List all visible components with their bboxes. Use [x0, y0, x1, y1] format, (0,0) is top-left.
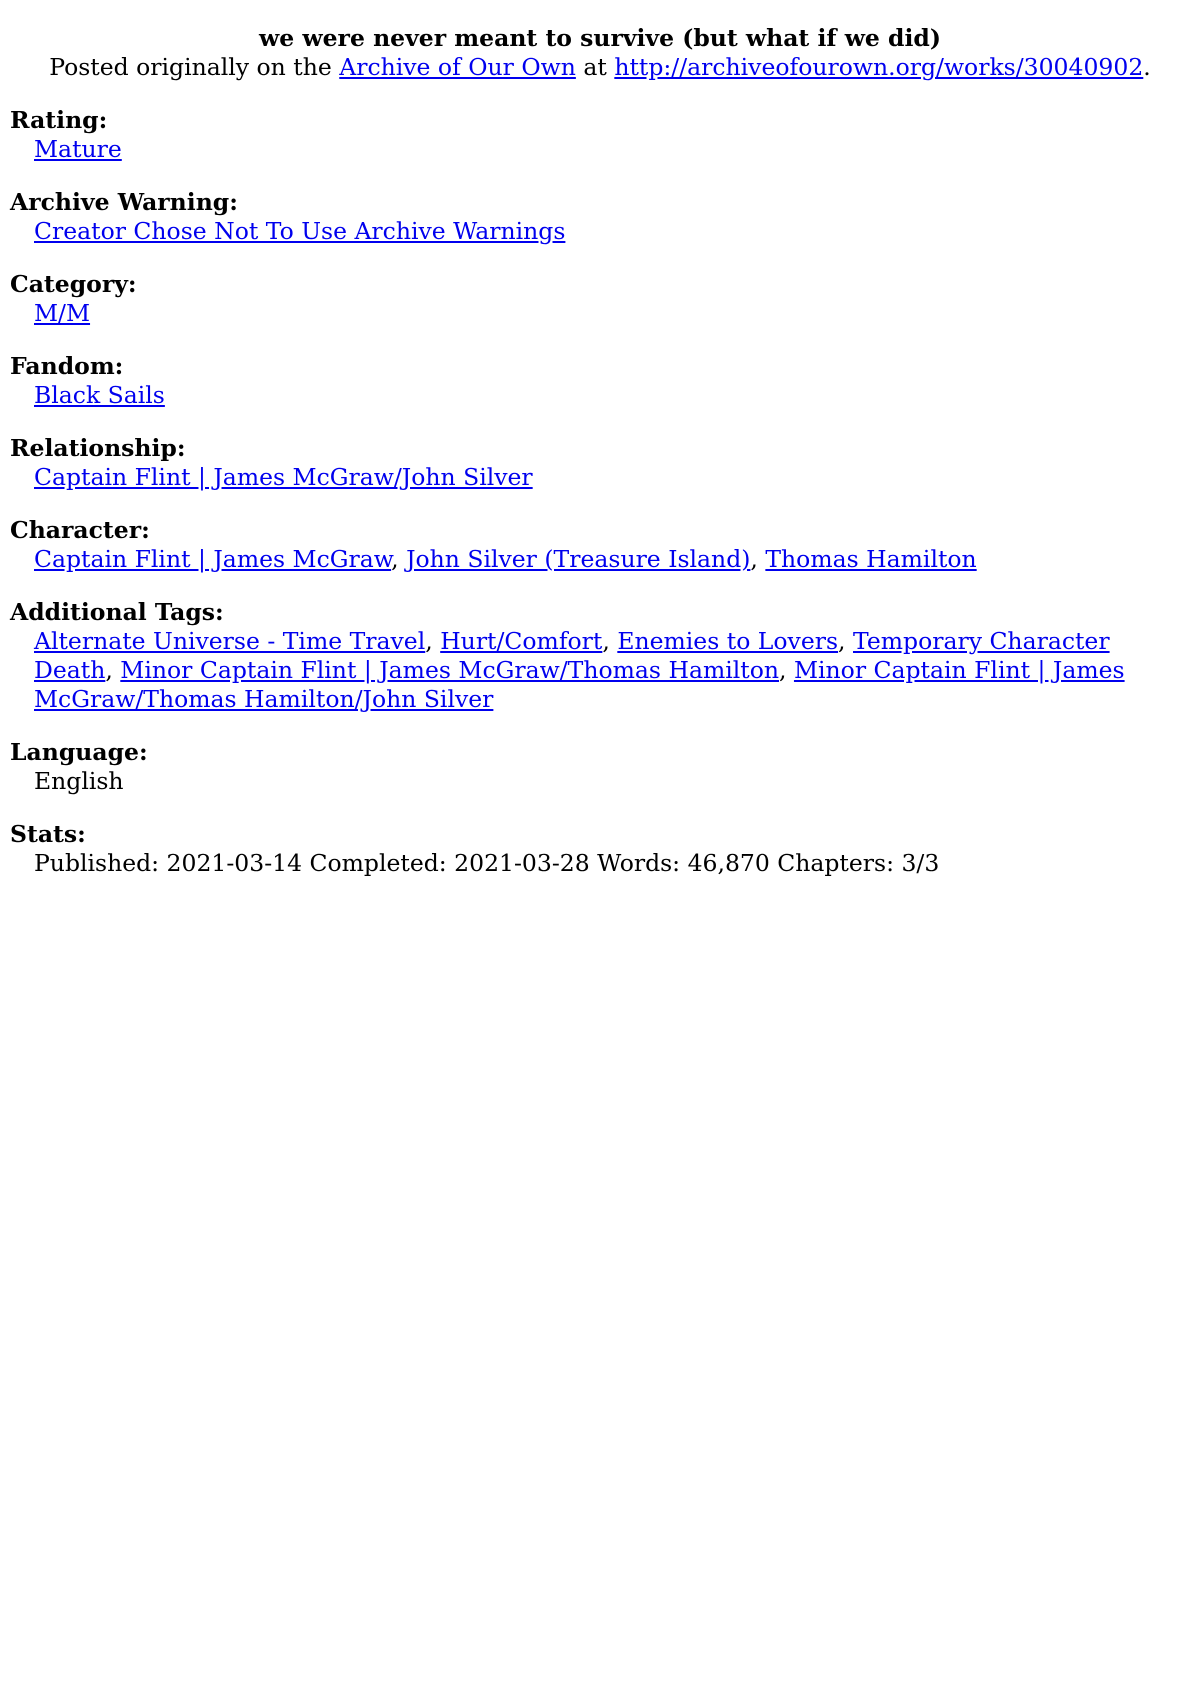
rating-value: [34, 135, 1180, 164]
category-value: [34, 299, 1180, 328]
archive-of-our-own-link[interactable]: Archive of Our Own: [339, 53, 576, 81]
relationship-field: [10, 434, 1180, 492]
rating-tag-link[interactable]: Mature: [34, 135, 122, 163]
character-tag-link[interactable]: Captain Flint | James McGraw: [34, 545, 392, 573]
archive-warning-field: [10, 188, 1180, 246]
fandom-value: [34, 381, 1180, 410]
character-label: Character:: [10, 516, 150, 544]
category-label: Category:: [10, 270, 137, 298]
additional-tag-link[interactable]: Temporary Character Death: [34, 627, 1110, 684]
archive-warning-value: [34, 217, 1180, 246]
additional-tags-label: Additional Tags:: [10, 598, 224, 626]
stats-field: [10, 820, 1180, 878]
character-field: [10, 516, 1180, 574]
tag-separator: ,: [105, 656, 121, 684]
posted-prefix: Posted originally on the: [49, 53, 332, 81]
work-url-link[interactable]: http://archiveofourown.org/works/30040902: [614, 53, 1144, 81]
relationship-label: Relationship:: [10, 434, 186, 462]
additional-tag-link[interactable]: Alternate Universe - Time Travel: [34, 627, 426, 655]
character-tag-link[interactable]: Thomas Hamilton: [765, 545, 977, 573]
stats-value: Published: 2021-03-14 Completed: 2021-03-28 Words: 46,870 Chapters: 3/3: [34, 849, 940, 877]
archive-warning-tag-link[interactable]: Creator Chose Not To Use Archive Warnings: [34, 217, 566, 245]
language-label: Language:: [10, 738, 148, 766]
category-field: [10, 270, 1180, 328]
tag-separator: ,: [838, 627, 853, 655]
tag-separator: ,: [779, 656, 794, 684]
rating-field: [10, 106, 1180, 164]
relationship-tag-link[interactable]: Captain Flint | James McGraw/John Silver: [34, 463, 533, 491]
posted-originally-line: [0, 53, 1200, 82]
additional-tag-link[interactable]: Hurt/Comfort: [440, 627, 603, 655]
posted-suffix: .: [1143, 53, 1151, 81]
work-metadata: [10, 106, 1180, 902]
additional-tag-link[interactable]: Enemies to Lovers: [617, 627, 839, 655]
character-value: [34, 545, 1180, 574]
tag-separator: ,: [425, 627, 441, 655]
archive-warning-label: Archive Warning:: [10, 188, 238, 216]
rating-label: Rating:: [10, 106, 108, 134]
fandom-tag-link[interactable]: Black Sails: [34, 381, 165, 409]
additional-tags-value: [34, 627, 1180, 714]
fandom-field: [10, 352, 1180, 410]
additional-tag-link[interactable]: Minor Captain Flint | James McGraw/Thomas Hamilton: [120, 656, 779, 684]
work-title: we were never meant to survive (but what if we did): [259, 24, 941, 52]
relationship-value: [34, 463, 1180, 492]
language-value: English: [34, 767, 124, 795]
posted-middle: at: [583, 53, 607, 81]
additional-tags-field: [10, 598, 1180, 714]
fandom-label: Fandom:: [10, 352, 124, 380]
tag-separator: ,: [750, 545, 766, 573]
tag-separator: ,: [602, 627, 618, 655]
stats-label: Stats:: [10, 820, 86, 848]
language-field: [10, 738, 1180, 796]
character-tag-link[interactable]: John Silver (Treasure Island): [406, 545, 751, 573]
category-tag-link[interactable]: M/M: [34, 299, 91, 327]
additional-tag-link[interactable]: Minor Captain Flint | James McGraw/Thomas Hamilton/John Silver: [34, 656, 1125, 713]
tag-separator: ,: [391, 545, 407, 573]
